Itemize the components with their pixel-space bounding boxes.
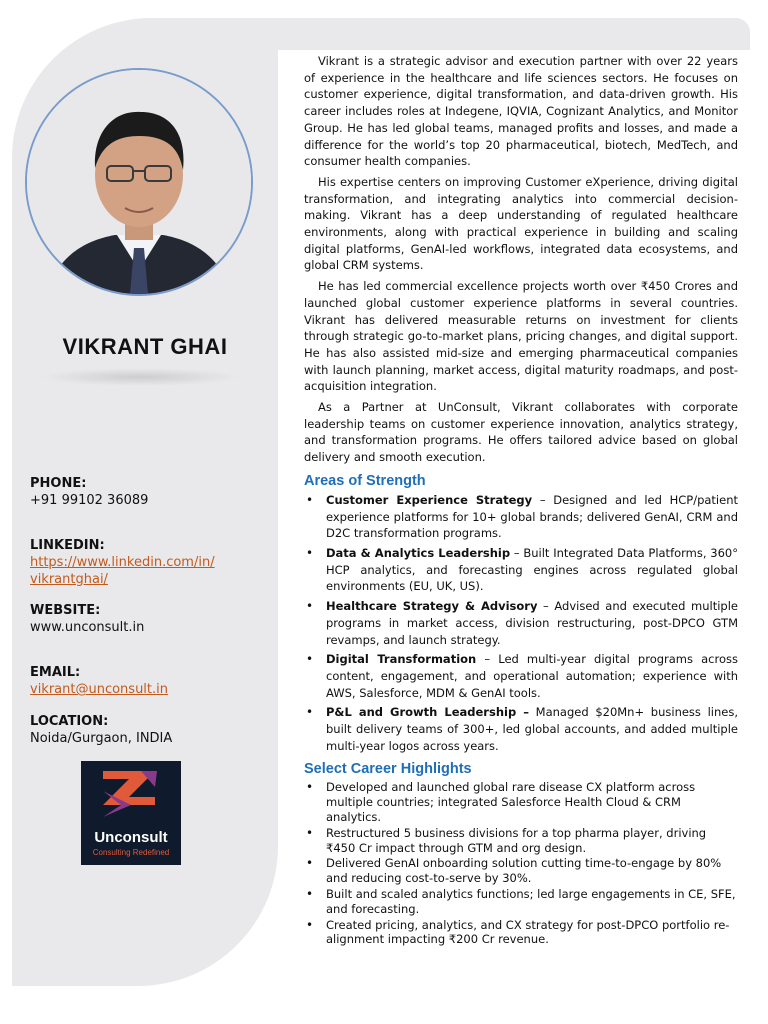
contact-website [30,602,270,636]
unconsult-logo [81,761,181,865]
portrait-photo-icon [27,70,251,294]
strength-title: P&L and Growth Leadership – [326,705,529,720]
list-item [304,492,738,542]
highlights-list [304,780,738,947]
list-item [304,704,738,754]
list-item: • Restructured 5 business divisions for a top pharma player, driving ₹450 Cr impact through GTM and org design. [304,826,738,856]
list-item [304,598,738,648]
list-item: • Created pricing, analytics, and CX strategy for post-DPCO portfolio re-alignment impacting ₹200 Cr revenue. [304,918,738,948]
strengths-list [304,492,738,755]
bio-paragraph: As a Partner at UnConsult, Vikrant collaborates with corporate leadership teams on customer experience innovation, analytics strategy, and transformation programs. He offers tailored advice based on global delivery and smooth execution. [304,400,738,465]
strengths-heading: Areas of Strength [304,472,426,489]
name-shadow [40,368,240,386]
main-content [304,53,738,948]
phone-label: PHONE: [30,476,87,491]
bio-paragraph: His expertise centers on improving Customer eXperience, driving digital transformation, and integrating analytics into commercial decision-making. Vikrant has a deep understanding of regulated healthcare environments, along with practical experience in building and scaling digital platforms, GenAI-led workflows, integrated data ecosystems, and global CRM systems. [304,174,738,273]
bio-paragraph: Vikrant is a strategic advisor and execution partner with over 22 years of experience in the healthcare and life sciences sectors. He focuses on customer experience, digital transformation, and data-driven growth. His career includes roles at Indegene, IQVIA, Cognizant Analytics, and Monitor Group. He has led global teams, managed profits and losses, and made a difference for the world’s top 20 pharmaceutical, biotech, MedTech, and consumer health companies. [304,54,738,169]
website-label: WEBSITE: [30,603,101,618]
linkedin-link-line1[interactable]: https://www.linkedin.com/in/ [30,555,215,570]
website-value: www.unconsult.in [30,620,145,635]
bio-paragraph: He has led commercial excellence projects worth over ₹450 Crores and launched global customer experience platforms in several countries. Vikrant has delivered measurable returns on investment for clients through strategic go-to-market plans, pricing changes, and digital support. He has also assisted mid-size and emerging pharmaceutical companies with launch planning, market access, digital maturity roadmaps, and post-acquisition integration. [304,279,738,394]
linkedin-link-line2[interactable]: vikrantghai/ [30,572,108,587]
linkedin-label: LINKEDIN: [30,538,105,553]
contact-location [30,713,270,747]
strength-title: Customer Experience Strategy [326,492,533,507]
profile-photo [25,68,253,296]
strength-title: Healthcare Strategy & Advisory [326,599,538,614]
list-item: • Developed and launched global rare disease CX platform across multiple countries; integrated Salesforce Health Cloud & CRM analytics. [304,780,738,824]
logo-wordmark: Unconsult [94,829,168,846]
strength-text: Managed $20Mn+ business lines, built delivery teams of 300+, led global accounts, and added multiple multi-year logos across years. [326,705,738,753]
location-value: Noida/Gurgaon, INDIA [30,731,173,746]
list-item: • Delivered GenAI onboarding solution cutting time-to-engage by 80% and reducing cost-to-serve by 30%. [304,856,738,886]
contact-email [30,664,270,698]
strength-title: Digital Transformation [326,652,477,667]
email-label: EMAIL: [30,665,81,680]
header-band [278,18,750,50]
strength-text: – Designed and led HCP/patient experience platforms for 10+ global brands; delivered GenAI, CRM and D2C transformation programs. [326,492,738,541]
strength-text: – Led multi-year digital programs across content, engagement, and operational automation; experience with AWS, Salesforce, MDM & GenAI tools. [326,652,738,700]
phone-value: +91 99102 36089 [30,493,149,508]
strength-text: – Advised and executed multiple programs in market access, division restructuring, post-DPCO GTM revamps, and launch strategy. [326,599,738,647]
list-item [304,545,738,595]
strength-text: – Built Integrated Data Platforms, 360° HCP analytics, and forecasting engines across regulated global environments (EU, UK, US). [326,545,738,594]
location-label: LOCATION: [30,714,109,729]
email-link[interactable]: vikrant@unconsult.in [30,682,169,697]
strength-title: Data & Analytics Leadership [326,545,511,560]
unconsult-mark-icon [81,761,181,827]
linkedin-link[interactable] [30,554,270,588]
contact-linkedin [30,537,270,588]
contact-phone [30,475,270,509]
list-item: • Built and scaled analytics functions; led large engagements in CE, SFE, and forecasting. [304,887,738,917]
list-item [304,651,738,701]
logo-tagline: Consulting Redefined [92,848,170,857]
highlights-heading: Select Career Highlights [304,761,472,778]
person-name: VIKRANT GHAI [62,334,228,359]
